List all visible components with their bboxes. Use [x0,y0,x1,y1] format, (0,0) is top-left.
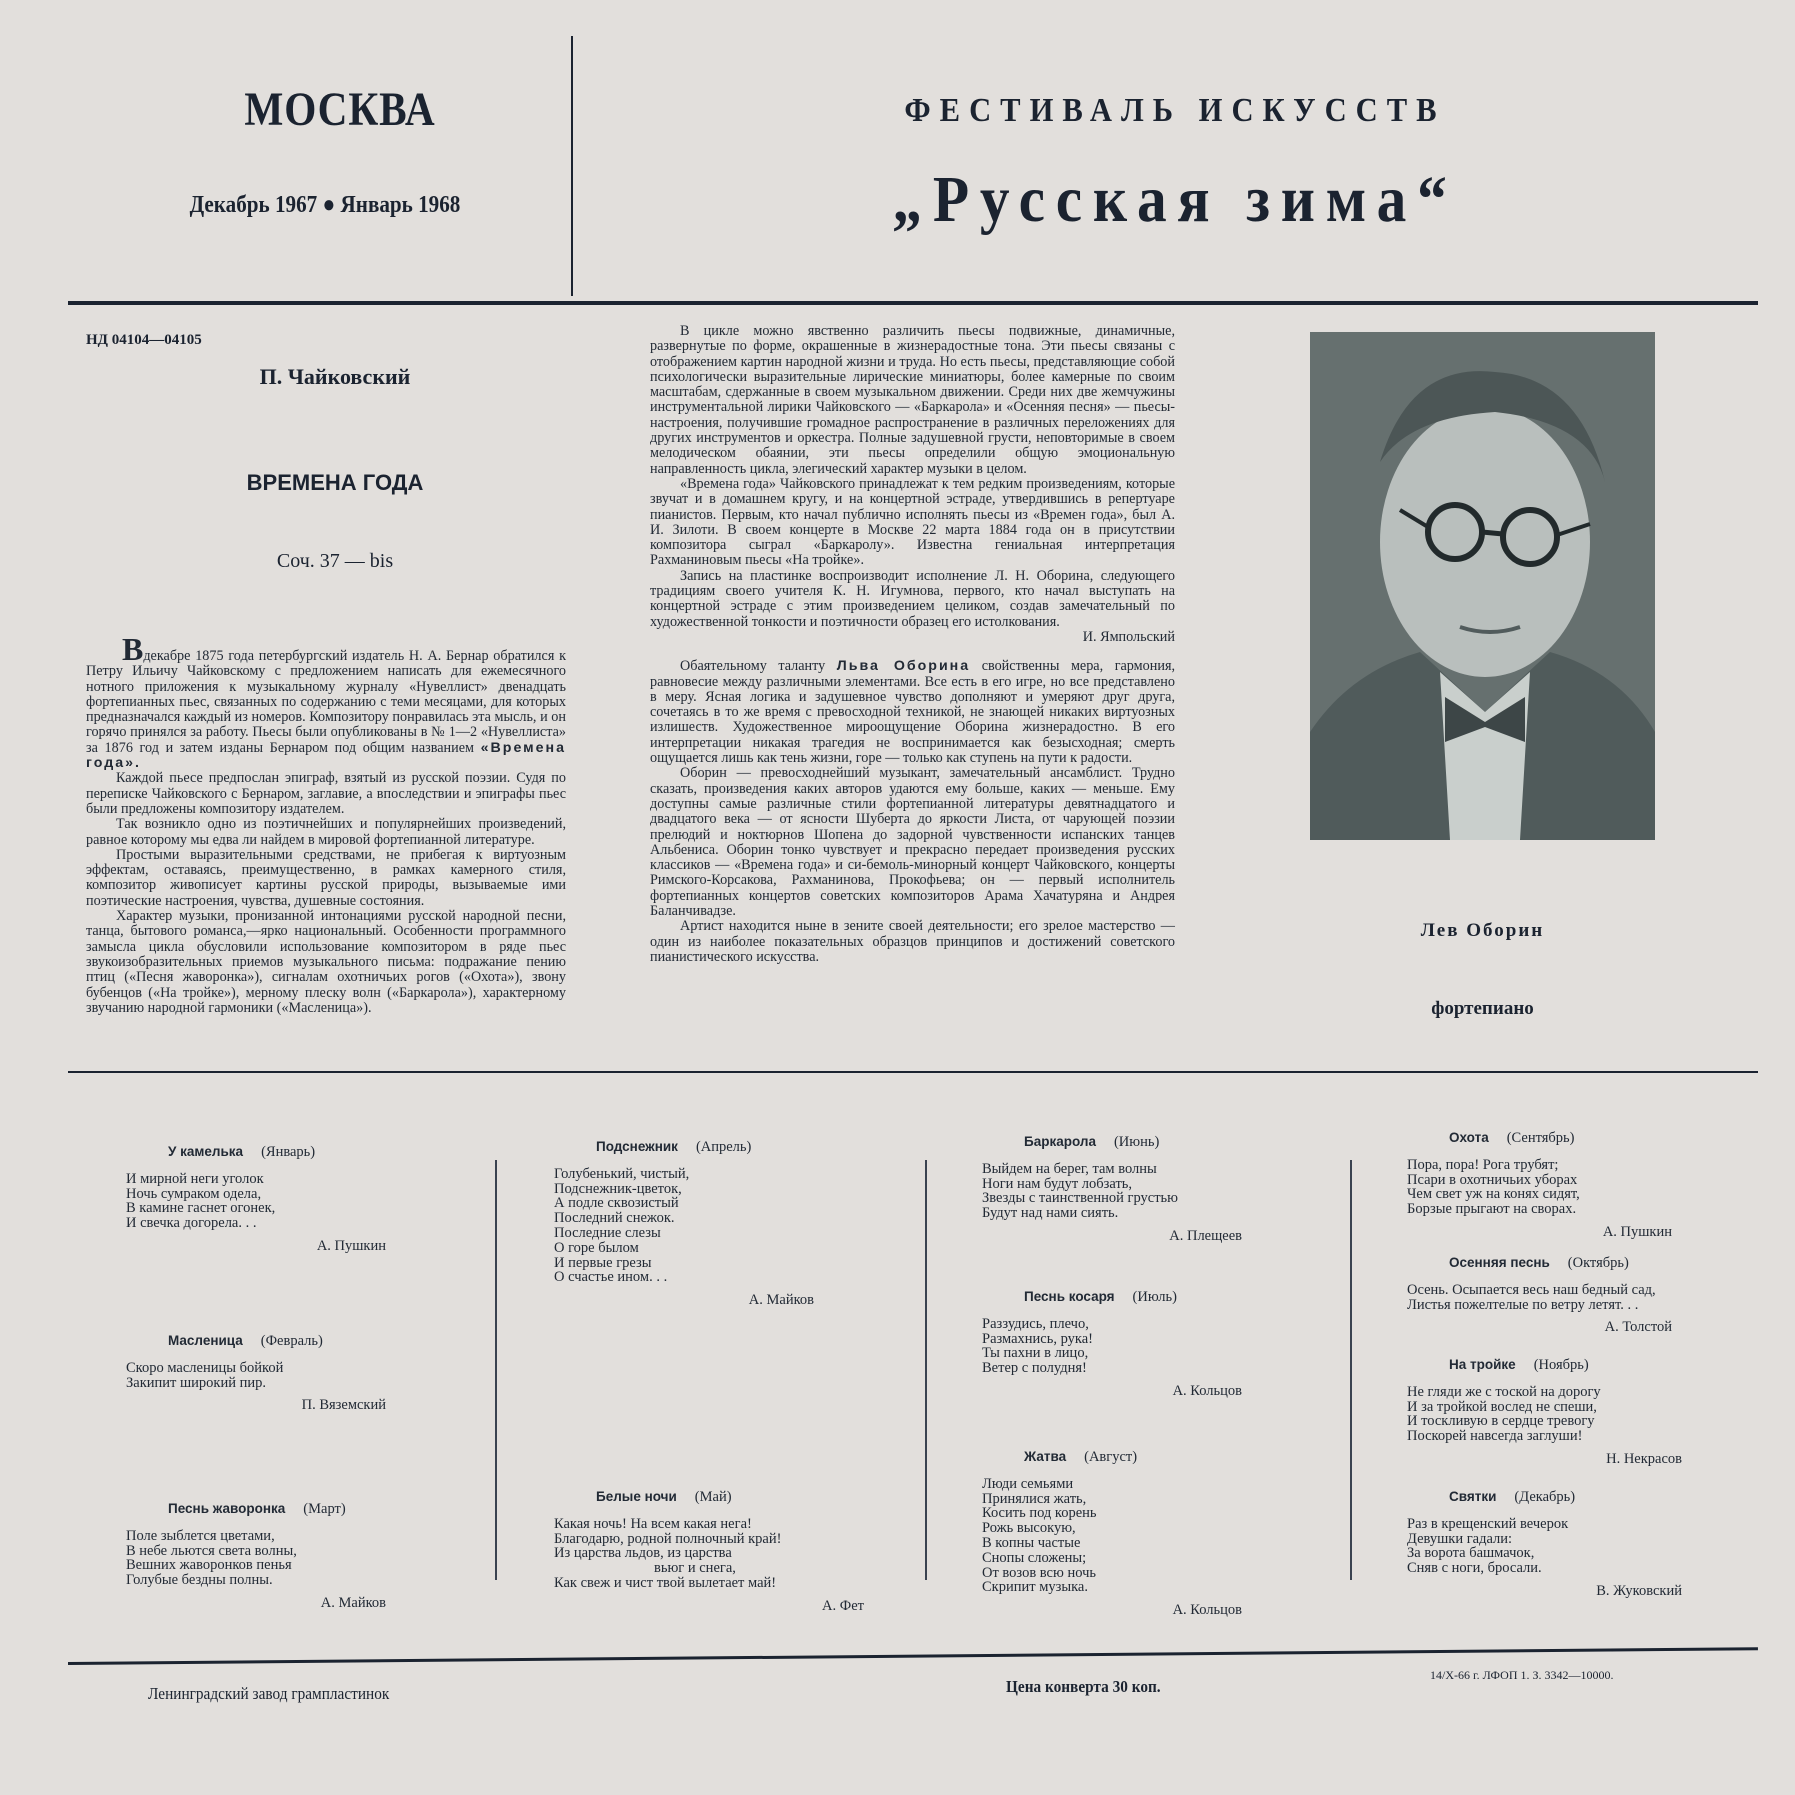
portrait-illustration [1310,332,1655,840]
header-rule [68,301,1758,305]
poem-column-divider [495,1160,497,1580]
composer-name: П. Чайковский [259,364,411,389]
middle-rule [68,1071,1758,1073]
performer-name: Лев Оборин [1420,920,1545,941]
poem-january: У камелька (Январь) И мирной неги уголок Ночь сумраком одела, В камине гаснет огонек, И свечка догорела. . . А. Пушкин [126,1144,386,1254]
poem-column-divider [1350,1160,1352,1580]
poem-august: Жатва (Август) Люди семьями Принялися жать, Косить под корень Рожь высокую, В копны частые Снопы сложены; От возов всю ночь Скрипит музыка. А. Кольцов [982,1449,1242,1619]
catalog-number: НД 04104—04105 [86,332,202,348]
city-title: МОСКВА [244,83,436,136]
poem-july: Песнь косаря (Июль) Раззудись, плечо, Размахнись, рука! Ты пахни в лицо, Ветер с полудня! А. Кольцов [982,1289,1242,1399]
poem-november: На тройке (Ноябрь) Не гляди же с тоской на дорогу И за тройкой вослед не спеши, И тоскливую в сердце тревогу Поскорей навсегда заглуши! Н. Некрасов [1407,1357,1682,1467]
liner-notes-column-1: Вдекабре 1875 года петербургский издатель Н. А. Бернар обратился к Петру Ильичу Чайковскому с предложением написать для ежемесячного нотного приложения к музыкальному журналу «Нувеллист» двенадцать фортепианных пьес, связанных по содержанию с теми месяцами, для которых предназначался каждый из номеров. Композитору понравилась эта мысль, и он горячо принялся за работу. Пьесы были опубликованы в № 1—2 «Нувеллиста» за 1876 год и затем изданы Бернаром под общим названием «Времена года». Каждой пьесе предпослан эпиграф, взятый из русской поэзии. Судя по переписке Чайковского с Бернаром, заглавие, а впоследствии и эпиграфы пьес были предложены композитору издателем. Так возникло одно из поэтичнейших и популярнейших произведений, равное которому мы едва ли найдем в мировой фортепианной литературе. Простыми выразительными средствами, не прибегая к виртуозным эффектам, оставаясь, преимущественно, в рамках камерного стиля, композитор живописует картины русской природы, вызываемые ими поэтические настроения, чувства, душевные состояния. Характер музыки, пронизанной интонациями русской народной песни, танца, бытового романса,—ярко национальный. Особенности программного замысла цикла обусловили использование композитором в ряде пьес звукоизобразительных приемов музыкального письма: подражание пению птиц («Песня жаворонка»), сигналам охотничьих рогов («Охота»), звону бубенцов («На тройке»), мерному плеску волн («Баркарола»), характерному звучанию народной гармоники («Масленица»). [86,631,567,1016]
drop-cap: В [122,631,144,667]
poem-december: Святки (Декабрь) Раз в крещенский вечерок Девушки гадали: За ворота башмачок, Сняв с ноги, бросали. В. Жуковский [1407,1489,1682,1599]
poem-april: Подснежник (Апрель) Голубенький, чистый, Подснежник-цветок, А подле сквозистый Последний снежок. Последние слезы О горе былом И первые грезы О счастье ином. . . А. Майков [554,1139,814,1309]
footer-rule [68,1647,1758,1665]
author-signature: И. Ямпольский [1082,628,1175,645]
poem-september: Охота (Сентябрь) Пора, пора! Рога трубят; Псари в охотничьих уборах Чем свет уж на конях сидят, Борзые прыгают на сворах. А. Пушкин [1407,1130,1672,1240]
manufacturer: Ленинградский завод грампластинок [148,1684,390,1703]
festival-label: ФЕСТИВАЛЬ ИСКУССТВ [904,92,1446,129]
performer-portrait [1310,332,1655,840]
performer-instrument: фортепиано [1431,998,1534,1019]
festival-name: „Русская зима“ [892,163,1458,236]
print-info: 14/X-66 г. ЛФОП 1. З. 3342—10000. [1430,1668,1614,1682]
header-vertical-divider [571,36,573,296]
work-title: ВРЕМЕНА ГОДА [246,470,424,495]
poem-march: Песнь жаворонка (Март) Поле зыблется цветами, В небе льются света волны, Вешних жаворонков пенья Голубые бездны полны. А. Майков [126,1501,386,1611]
poem-column-divider [925,1160,927,1580]
liner-notes-column-2: В цикле можно явственно различить пьесы подвижные, динамичные, развернутые по форме, окрашенные в жизнерадостные тона. Эти пьесы связаны с отображением картин народной жизни и труда. Но есть пьесы, представляющие собой психологически выразительные лирические миниатюры, более камерные по своим масштабам, сдержанные в своем музыкальном движении. Среди них две жемчужины инструментальной лирики Чайковского — «Баркарола» и «Осенняя песня» — пьесы-настроения, получившие громадное распространение в различных переложениях для других инструментов и оркестра. Полные задушевной грусти, неповторимые в своем мелодическом обаянии, эти пьесы определили общую эмоциональную направленность цикла, элегический характер музыки в целом. «Времена года» Чайковского принадлежат к тем редким произведениям, которые звучат и в домашнем кругу, и на концертной эстраде, утвердившись в репертуаре пианистов. Первым, кто начал публично исполнять пьесы из «Времен года», был А. И. Зилоти. В своем концерте в Москве 22 марта 1884 года он в присутствии композитора сыграл «Баркаролу». Известна гениальная интерпретация Рахманиновым пьесы «На тройке». Запись на пластинке воспроизводит исполнение Л. Н. Оборина, следующего традициям своего учителя К. Н. Игумнова, первого, кто начал выступать на концертной эстраде с этим произведением целиком, создав замечательный по художественной тонкости и поэтичности образец его истолкования. И. Ямпольский Обаятельному таланту Льва Оборина свойственны мера, гармония, равновесие между различными элементами. Все есть в его игре, но все представлено в меру. Ясная логика и задушевное чувство дополняют и умеряют друг друга, сочетаясь в то же время с превосходной техникой, не знающей никаких виртуозных излишеств. Художественное мироощущение Оборина жизнерадостно. В его интерпретации никакая трагедия не воспринимается как безысходная; смерть ощущается лишь как тень жизни, горе — только как ступень на пути к радости. Оборин — превосходнейший музыкант, замечательный ансамблист. Трудно сказать, произведения каких авторов удаются ему больше, каких — меньше. Ему доступны самые различные стили фортепианной литературы девятнадцатого и двадцатого века — от ясности Шуберта до яркости Листа, от чарующей поэзии прелюдий и ноктюрнов Шопена до задорной чувственности испанских танцев Альбениса. Оборин тонко чувствует и прекрасно передает произведения русских классиков — «Времена года» и си-бемоль-минорный концерт Чайковского, концерты Римского-Корсакова, Рахманинова, Прокофьева; он — первый исполнитель фортепианных концертов советских композиторов Арама Хачатуряна и Андрея Баланчивадзе. Артист находится ныне в зените своей деятельности; его зрелое мастерство — один из наиболее показательных образцов принципов и достижений советского пианистического искусства. [650,323,1176,965]
festival-dates: Декабрь 1967 ● Январь 1968 [189,192,461,218]
poem-may: Белые ночи (Май) Какая ночь! На всем какая нега! Благодарю, родной полночный край! Из царства льдов, из царства вьюг и снега, Как свеж и чист твой вылетает май! А. Фет [554,1489,864,1614]
poem-june: Баркарола (Июнь) Выйдем на берег, там волны Ноги нам будут лобзать, Звезды с таинственной грустью Будут над нами сиять. А. Плещеев [982,1134,1242,1244]
sleeve-price: Цена конверта 30 коп. [1006,1677,1161,1696]
poem-october: Осенняя песнь (Октябрь) Осень. Осыпается весь наш бедный сад, Листья пожелтелые по ветру летят. . . А. Толстой [1407,1255,1672,1336]
poem-february: Масленица (Февраль) Скоро масленицы бойкой Закипит широкий пир. П. Вяземский [126,1333,386,1414]
opus-number: Соч. 37 — bis [276,550,394,572]
